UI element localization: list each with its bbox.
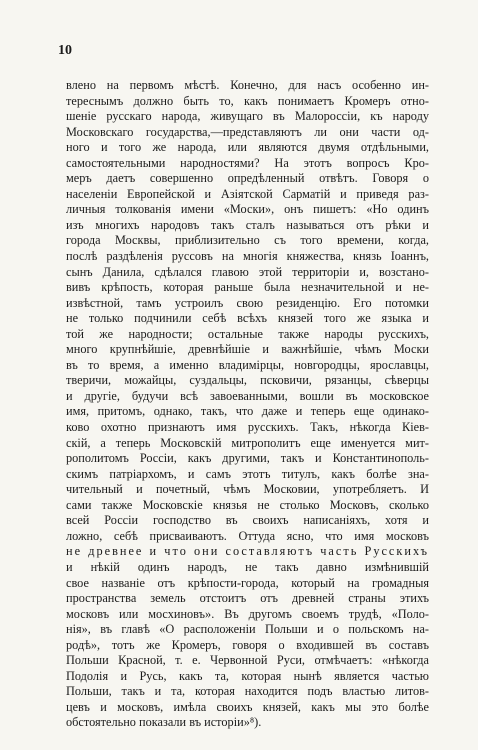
- text-line: населеніи Европейской и Азіятской Сарматій и приведя раз-: [66, 186, 429, 201]
- text-line: сами также Московскіе князья не столько Московъ, сколько: [66, 497, 429, 512]
- text-line: Польши, такъ и та, которая находится подъ властью литов-: [66, 684, 429, 699]
- text-line: сынъ Данила, сдѣлался главою этой территоріи и, возстано-: [66, 264, 429, 279]
- page-number: 10: [58, 43, 72, 58]
- text-line: въ то время, а именно владимірцы, новгородцы, ярославцы,: [66, 357, 429, 372]
- text-line: рополитомъ Россіи, какъ другими, такъ и Константинополь-: [66, 451, 429, 466]
- text-line: ково охотно признаютъ имя русскихъ. Такъ, нѣкогда Кіев-: [66, 420, 429, 435]
- text-line: самостоятельными народностями? На этотъ вопросъ Кро-: [66, 155, 429, 170]
- text-line: послѣ раздѣленія руссовъ на многія княжества, князь Іоаннъ,: [66, 249, 429, 264]
- body-text: [66, 78, 429, 731]
- text-line: свое названіе отъ крѣпости-города, который на громадныя: [66, 575, 429, 590]
- text-line: обстоятельно показали въ исторіи»⁸).: [66, 715, 262, 730]
- text-line: нія», въ главѣ «О расположеніи Польши и о польскомъ на-: [66, 622, 429, 637]
- text-line: тверичи, можайцы, суздальцы, псковичи, рязанцы, сѣверцы: [66, 373, 429, 388]
- text-line: извѣстной, тамъ устроилъ свою резиденцію. Его потомки: [66, 295, 429, 310]
- text-line: той же народности; остальные также народы русскихъ,: [66, 326, 429, 341]
- text-line: влено на первомъ мѣстѣ. Конечно, для насъ особенно ин-: [66, 78, 429, 92]
- text-line: чительный и почетный, чѣмъ Московии, употребляетъ. И: [66, 482, 429, 497]
- text-line: московъ или мосхиновъ». Въ другомъ своемъ трудѣ, «Поло-: [66, 606, 429, 621]
- text-line: вивъ крѣпость, которая раньше была незначительной и не-: [66, 280, 429, 295]
- text-line: города Москвы, приблизительно съ того времени, когда,: [66, 233, 429, 248]
- text-line: не только подчинили себѣ всѣхъ князей того же языка и: [66, 311, 429, 326]
- text-line: родѣ», тотъ же Кромеръ, говоря о входившей въ составъ: [66, 637, 429, 652]
- text-line: шеніе русскаго народа, живущаго въ Малороссіи, къ народу: [66, 109, 429, 124]
- text-line: Московскаго государства,—представляютъ ли они части од-: [66, 124, 429, 139]
- text-line: меръ даетъ совершенно опредѣленный отвѣтъ. Говоря о: [66, 171, 429, 186]
- text-line: цевъ и московъ, имѣла своихъ князей, какъ мы это болѣе: [66, 699, 429, 714]
- text-line: скимъ патріархомъ, и самъ этотъ титулъ, какъ болѣе зна-: [66, 466, 429, 481]
- text-line: Подолія и Русь, какъ та, которая нынѣ является частью: [66, 668, 429, 683]
- text-line: Польши Красной, т. е. Червонной Руси, отмѣчаетъ: «нѣкогда: [66, 653, 429, 668]
- text-line: изъ многихъ народовъ такъ сталъ называться отъ рѣки и: [66, 217, 429, 232]
- text-line: ложно, себѣ присваиваютъ. Оттуда ясно, что имя московъ: [66, 528, 429, 543]
- text-line: ного и того же народа, или являются двумя отдѣльными,: [66, 140, 429, 155]
- text-line: и другіе, будучи всѣ завоеванными, вошли въ московское: [66, 388, 429, 403]
- text-line: имя, притомъ, однако, такъ, что даже и теперь еще одинако-: [66, 404, 429, 419]
- text-line: не древнее и что они составляютъ часть Русскихъ: [66, 544, 429, 559]
- text-line: пространства земель отстоитъ отъ древней страны этихъ: [66, 591, 429, 606]
- text-line: тереснымъ должно быть то, какъ понимаетъ Кромеръ отно-: [66, 93, 429, 108]
- text-line: всей Россіи господство въ своихъ написаніяхъ, хотя и: [66, 513, 429, 528]
- text-line: много крупнѣйшіе, древнѣйшіе и важнѣйшіе, чѣмъ Моски: [66, 342, 429, 357]
- text-line: личныя толкованія имени «Моски», онъ пишетъ: «Но одинъ: [66, 202, 429, 217]
- text-line: скій, а теперь Московскій митрополитъ еще именуется мит-: [66, 435, 429, 450]
- text-line: и нѣкій одинъ народъ, не такъ давно измѣнившій: [66, 559, 429, 574]
